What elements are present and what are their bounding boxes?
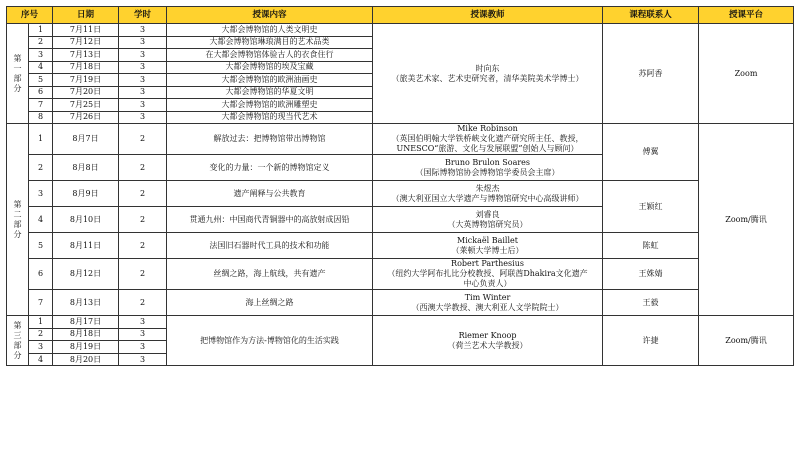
row-hours: 2: [119, 207, 167, 233]
row-teacher: Tim Winter （西澳大学教授、澳大利亚人文学院院士）: [373, 290, 603, 316]
header-hours: 学时: [119, 7, 167, 24]
row-content: 大都会博物馆的埃及宝藏: [167, 61, 373, 74]
row-index: 8: [29, 111, 53, 124]
row-index: 7: [29, 290, 53, 316]
row-hours: 3: [119, 36, 167, 49]
header-date: 日期: [53, 7, 119, 24]
row-index: 4: [29, 207, 53, 233]
row-index: 3: [29, 49, 53, 62]
row-date: 8月7日: [53, 124, 119, 155]
row-date: 8月8日: [53, 155, 119, 181]
row-date: 8月17日: [53, 316, 119, 329]
row-index: 5: [29, 74, 53, 87]
row-content: 海上丝绸之路: [167, 290, 373, 316]
row-index: 4: [29, 61, 53, 74]
row-date: 8月11日: [53, 233, 119, 259]
row-date: 7月20日: [53, 86, 119, 99]
row-hours: 3: [119, 328, 167, 341]
part2-contact-1: 傅翼: [603, 124, 699, 181]
row-hours: 3: [119, 99, 167, 112]
row-index: 2: [29, 328, 53, 341]
row-hours: 3: [119, 86, 167, 99]
table-row: [7, 24, 794, 37]
row-content: 大都会博物馆的人类文明史: [167, 24, 373, 37]
row-content: 大都会博物馆的现当代艺术: [167, 111, 373, 124]
row-date: 8月20日: [53, 353, 119, 366]
row-content: 遗产阐释与公共教育: [167, 181, 373, 207]
part2-contact-5: 王毅: [603, 290, 699, 316]
row-content: 法国旧石器时代工具的技术和功能: [167, 233, 373, 259]
header-row: [7, 7, 794, 24]
part3-label: 第 三 部 分: [7, 316, 29, 366]
row-index: 3: [29, 181, 53, 207]
table-row: [7, 290, 794, 316]
row-index: 2: [29, 36, 53, 49]
header-teacher: 授课教师: [373, 7, 603, 24]
teacher-name: 时向东: [475, 63, 500, 73]
row-date: 8月13日: [53, 290, 119, 316]
row-date: 7月19日: [53, 74, 119, 87]
row-hours: 3: [119, 111, 167, 124]
teacher-name: Riemer Knoop: [458, 330, 517, 340]
table-row: [7, 316, 794, 329]
row-date: 8月9日: [53, 181, 119, 207]
row-index: 6: [29, 86, 53, 99]
part2-label: 第 二 部 分: [7, 124, 29, 316]
row-hours: 3: [119, 74, 167, 87]
row-date: 7月11日: [53, 24, 119, 37]
header-index: 序号: [7, 7, 53, 24]
row-hours: 3: [119, 341, 167, 354]
part2-contact-2: 王颖红: [603, 181, 699, 233]
teacher-title: （旅美艺术家、艺术史研究者，清华美院美术学博士）: [391, 73, 584, 83]
header-content: 授课内容: [167, 7, 373, 24]
row-content: 大都会博物馆琳琅满目的艺术品类: [167, 36, 373, 49]
table-row: [7, 124, 794, 155]
table-row: [7, 181, 794, 207]
row-teacher: 刘睿良 （大英博物馆研究员）: [373, 207, 603, 233]
row-index: 1: [29, 124, 53, 155]
row-content: 大都会博物馆的华夏文明: [167, 86, 373, 99]
schedule-table: [6, 6, 794, 366]
row-hours: 3: [119, 61, 167, 74]
row-index: 7: [29, 99, 53, 112]
row-date: 7月13日: [53, 49, 119, 62]
row-hours: 2: [119, 124, 167, 155]
table-row: [7, 259, 794, 290]
part2-platform: Zoom/腾讯: [699, 124, 794, 316]
row-date: 8月19日: [53, 341, 119, 354]
row-hours: 3: [119, 49, 167, 62]
row-teacher: 朱煜杰 （澳大利亚国立大学遗产与博物馆研究中心高级讲师）: [373, 181, 603, 207]
row-content: 在大都会博物馆体验古人的衣食住行: [167, 49, 373, 62]
row-hours: 2: [119, 259, 167, 290]
row-date: 7月18日: [53, 61, 119, 74]
row-index: 1: [29, 316, 53, 329]
part3-platform: Zoom/腾讯: [699, 316, 794, 366]
table-row: [7, 233, 794, 259]
row-index: 4: [29, 353, 53, 366]
part3-content: 把博物馆作为方法-博物馆化的生活实践: [167, 316, 373, 366]
part2-contact-3: 陈虹: [603, 233, 699, 259]
teacher-title: （荷兰艺术大学教授）: [447, 340, 528, 350]
row-index: 2: [29, 155, 53, 181]
row-content: 大都会博物馆的欧洲油画史: [167, 74, 373, 87]
row-date: 8月12日: [53, 259, 119, 290]
row-hours: 2: [119, 233, 167, 259]
row-hours: 2: [119, 290, 167, 316]
row-teacher: Robert Parthesius （纽约大学阿布扎比分校教授、阿联酋Dhakira文化遗产 中心负责人）: [373, 259, 603, 290]
row-index: 5: [29, 233, 53, 259]
row-teacher: Mike Robinson （英国伯明翰大学铁桥峡文化遗产研究所主任、教授， UNESCO“旅游、文化与发展联盟”创始人与顾问）: [373, 124, 603, 155]
row-date: 7月12日: [53, 36, 119, 49]
row-date: 7月26日: [53, 111, 119, 124]
part2-contact-4: 王姝婧: [603, 259, 699, 290]
row-content: 大都会博物馆的欧洲雕塑史: [167, 99, 373, 112]
row-content: 解放过去：把博物馆带出博物馆: [167, 124, 373, 155]
part3-teacher: [373, 316, 603, 366]
header-contact: 课程联系人: [603, 7, 699, 24]
part3-contact: 许捷: [603, 316, 699, 366]
row-date: 7月25日: [53, 99, 119, 112]
row-teacher: Mickaël Baillet （莱顿大学博士后）: [373, 233, 603, 259]
row-hours: 2: [119, 181, 167, 207]
row-hours: 3: [119, 353, 167, 366]
row-index: 1: [29, 24, 53, 37]
header-platform: 授课平台: [699, 7, 794, 24]
row-index: 6: [29, 259, 53, 290]
part1-platform: Zoom: [699, 24, 794, 124]
row-hours: 3: [119, 24, 167, 37]
row-teacher: Bruno Brulon Soares （国际博物馆协会博物馆学委员会主席）: [373, 155, 603, 181]
row-hours: 2: [119, 155, 167, 181]
row-content: 贯通九州：中国商代青铜器中的高放射成因铅: [167, 207, 373, 233]
part1-label: 第 一 部 分: [7, 24, 29, 124]
part1-contact: 苏阿香: [603, 24, 699, 124]
row-hours: 3: [119, 316, 167, 329]
row-index: 3: [29, 341, 53, 354]
row-content: 变化的力量：一个新的博物馆定义: [167, 155, 373, 181]
part1-teacher: [373, 24, 603, 124]
row-content: 丝绸之路，海上航线，共有遗产: [167, 259, 373, 290]
row-date: 8月18日: [53, 328, 119, 341]
row-date: 8月10日: [53, 207, 119, 233]
